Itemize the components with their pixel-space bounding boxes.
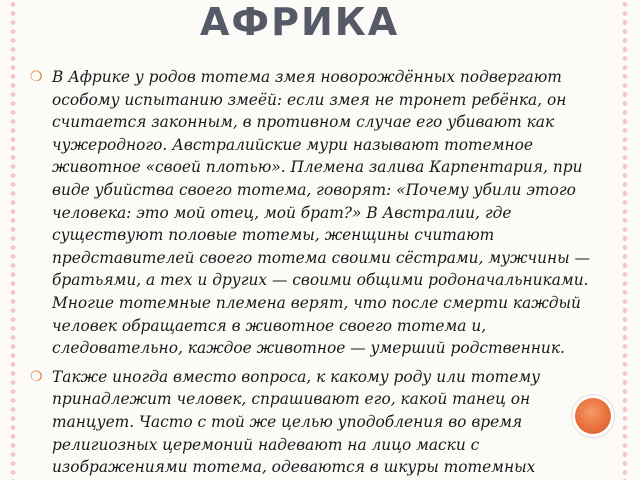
orange-circle-icon[interactable] [575,398,611,434]
bullet-item [30,66,610,360]
bullet-item [30,366,610,479]
dotted-border-right [618,0,632,480]
paragraph-text: В Африке у родов тотема змея новорождённых подвергают особому испытанию змеёй: если змея не тронет ребёнка, он считается законным, в противном случае его убивают как чужеродного. Австралийские мури называют тотемное животное «своей плотью». Племена залива Карпентария, при виде убийства своего тотема, говорят: «Почему убили этого человека: это мой отец, мой брат?» В Австралии, где существуют половые тотемы, женщины считают представителей своего тотема своими сёстрами, мужчины — братьями, а тех и других — своими общими родоначальниками. Многие тотемные племена верят, что после смерти каждый человек обращается в животное своего тотема и, следовательно, каждое животное — умерший родственник. [52,68,590,358]
paragraph-text: Также иногда вместо вопроса, к какому роду или тотему принадлежит человек, спрашивают его, какой танец он танцует. Часто с той же целью уподобления во время религиозных церемоний надевают на лицо маски с изображениями тотема, одеваются в шкуры тотемных [52,367,541,477]
bullet-list [30,66,610,485]
bullet-circle-icon: ❍ [30,368,43,385]
slide-title: АФРИКА [200,0,400,44]
bullet-circle-icon: ❍ [30,69,43,85]
dotted-border-left [6,0,20,480]
